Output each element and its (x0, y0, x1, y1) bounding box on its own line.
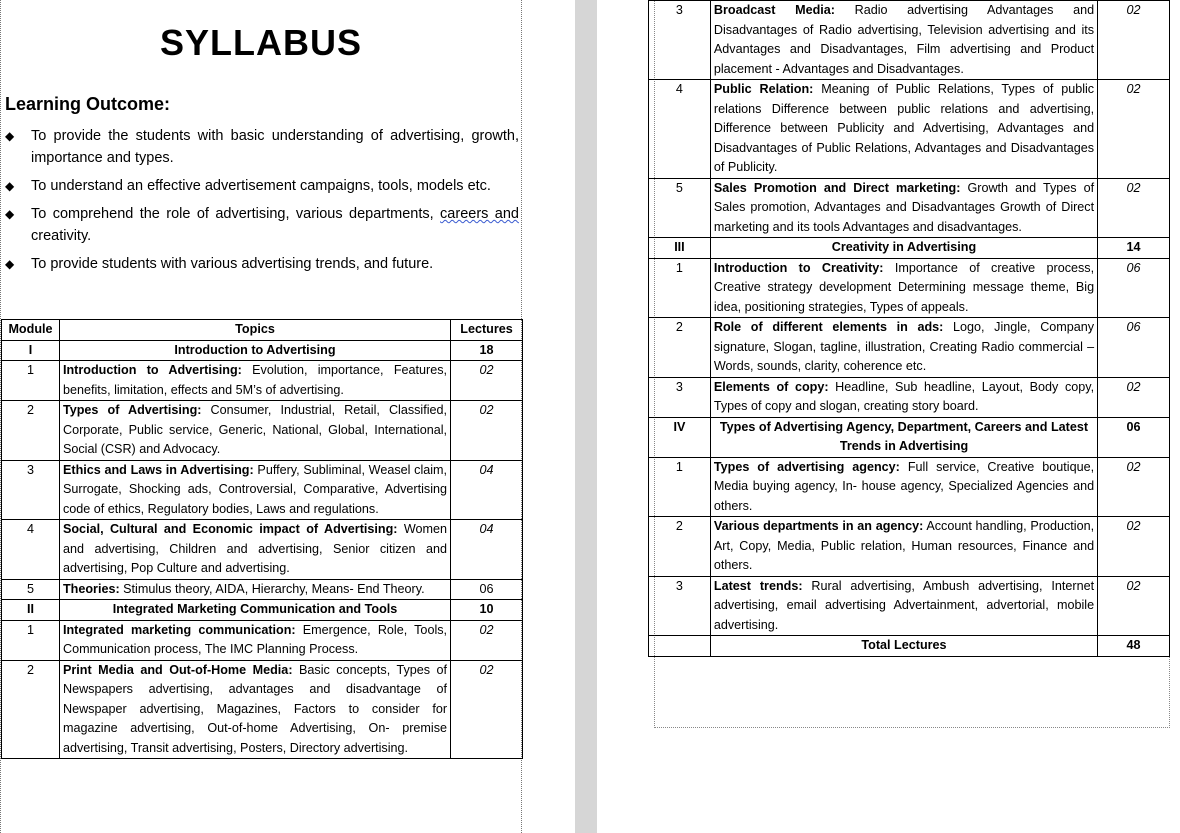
unit-row (2, 600, 523, 621)
topic-cell (710, 318, 1097, 378)
unit-lectures: 06 (1098, 417, 1170, 457)
topic-description: Evolution, importance, Features, benefits, limitation, effects and 5M’s of advertising. (62, 363, 448, 397)
table-row (2, 520, 523, 580)
lecture-count: 04 (451, 460, 523, 520)
topic-cell (710, 80, 1097, 179)
lecture-count: 02 (1098, 457, 1170, 517)
module-number: 3 (649, 576, 711, 636)
unit-number: II (2, 600, 60, 621)
module-number: 2 (2, 660, 60, 759)
diamond-bullet-icon: ◆ (5, 257, 15, 271)
module-number: 5 (649, 178, 711, 238)
lecture-count: 02 (451, 620, 523, 660)
module-number: 3 (2, 460, 60, 520)
lecture-count: 06 (1098, 318, 1170, 378)
lecture-count: 02 (451, 660, 523, 759)
lecture-count: 02 (1098, 517, 1170, 577)
syllabus-table-left (1, 319, 523, 759)
unit-title: Creativity in Advertising (710, 238, 1097, 259)
topic-heading: Latest trends: (713, 578, 803, 593)
lecture-count: 02 (1098, 377, 1170, 417)
total-lectures: 48 (1098, 636, 1170, 657)
lecture-count: 02 (451, 401, 523, 461)
page-separator (575, 0, 597, 833)
lecture-count: 02 (451, 361, 523, 401)
table-row (649, 178, 1170, 238)
header-topics: Topics (59, 320, 450, 341)
unit-number: III (649, 238, 711, 259)
table-row (649, 576, 1170, 636)
syllabus-table-right (648, 0, 1170, 657)
diamond-bullet-icon: ◆ (5, 179, 15, 193)
right-page (648, 0, 1170, 833)
topic-heading: Elements of copy: (713, 379, 829, 394)
learning-outcome-text-flagged: careers and (440, 206, 519, 222)
module-number: 3 (649, 1, 711, 80)
lecture-count: 02 (1098, 178, 1170, 238)
learning-outcome-text: To comprehend the role of advertising, various departments, (31, 206, 441, 222)
topic-cell (59, 579, 450, 600)
topic-cell (710, 377, 1097, 417)
topic-heading: Print Media and Out-of-Home Media: (62, 662, 293, 677)
module-number: 3 (649, 377, 711, 417)
header-module: Module (2, 320, 60, 341)
module-number: 2 (649, 318, 711, 378)
table-row (2, 660, 523, 759)
table-row (649, 318, 1170, 378)
module-number: 5 (2, 579, 60, 600)
left-page (0, 0, 522, 833)
topic-description: Meaning of Public Relations, Types of public relations Difference between public relations and advertising, Difference between Publicity and Advertising, Advantages and Disadvantages of Public Relations, Advantages and Disadvantages of Publicity. (713, 82, 1095, 174)
topic-cell (710, 576, 1097, 636)
diamond-bullet-icon: ◆ (5, 207, 15, 221)
table-row (649, 517, 1170, 577)
lecture-count: 06 (451, 579, 523, 600)
learning-outcome-text: To understand an effective advertisement campaigns, tools, models etc. (31, 178, 491, 194)
topic-description: Logo, Jingle, Company signature, Slogan, tagline, illustration, Creating Radio commercial –Words, sounds, clarity, coherence etc. (713, 320, 1095, 373)
learning-outcome-item (5, 203, 519, 247)
header-lectures: Lectures (451, 320, 523, 341)
total-empty-cell (649, 636, 711, 657)
table-row (2, 579, 523, 600)
module-number: 2 (2, 401, 60, 461)
topic-heading: Social, Cultural and Economic impact of Advertising: (62, 522, 398, 536)
topic-heading: Introduction to Creativity: (713, 260, 884, 275)
table-row (649, 457, 1170, 517)
table-row (2, 460, 523, 520)
topic-heading: Public Relation: (713, 82, 814, 96)
module-number: 4 (649, 80, 711, 179)
unit-row (649, 417, 1170, 457)
topic-description: Full service, Creative boutique, Media buying agency, In- house agency, Specialized Agencies and others. (713, 459, 1095, 513)
learning-outcome-item (5, 253, 519, 275)
topic-heading: Broadcast Media: (713, 3, 835, 17)
learning-outcome-text-tail: creativity. (31, 228, 92, 244)
topic-cell (59, 660, 450, 759)
total-row (649, 636, 1170, 657)
topic-cell (59, 401, 450, 461)
total-label: Total Lectures (710, 636, 1097, 657)
table-row (2, 620, 523, 660)
topic-heading: Integrated marketing communication: (62, 622, 296, 637)
topic-description: Stimulus theory, AIDA, Hierarchy, Means- End Theory. (119, 581, 425, 596)
topic-description: Emergence, Role, Tools, Communication process, The IMC Planning Process. (62, 622, 448, 656)
topic-heading: Role of different elements in ads: (713, 320, 944, 334)
topic-cell (59, 361, 450, 401)
topic-heading: Theories: (62, 581, 120, 596)
topic-cell (710, 457, 1097, 517)
page-gutter (524, 0, 646, 833)
topic-description: Puffery, Subliminal, Weasel claim, Surrogate, Shocking ads, Controversial, Comparative, Advertising code of ethics, Regulatory bodies, Laws and regulations. (62, 462, 448, 516)
lecture-count: 02 (1098, 1, 1170, 80)
lecture-count: 02 (1098, 576, 1170, 636)
topic-heading: Introduction to Advertising: (62, 363, 242, 377)
topic-description: Basic concepts, Types of Newspapers advertising, advantages and disadvantage of Newspaper advertising, Magazines, Factors to consider for magazine advertising, Out-of-home Advertising, On- premise advertising, Transit advertising, Posters, Directory advertising. (62, 662, 448, 755)
unit-number: IV (649, 417, 711, 457)
page-title: SYLLABUS (159, 22, 362, 63)
topic-heading: Types of advertising agency: (713, 459, 900, 474)
topic-cell (710, 517, 1097, 577)
lecture-count: 02 (1098, 80, 1170, 179)
topic-cell (710, 258, 1097, 318)
unit-lectures: 10 (451, 600, 523, 621)
topic-description: Rural advertising, Ambush advertising, Internet advertising, email advertising Advertainment, advertorial, mobile advertising. (713, 578, 1095, 632)
unit-title: Introduction to Advertising (59, 340, 450, 361)
table-row (649, 258, 1170, 318)
topic-cell (710, 178, 1097, 238)
table-row (649, 377, 1170, 417)
learning-outcome-heading: Learning Outcome: (5, 94, 171, 114)
module-number: 4 (2, 520, 60, 580)
unit-row (2, 340, 523, 361)
unit-title: Integrated Marketing Communication and Tools (59, 600, 450, 621)
topic-heading: Sales Promotion and Direct marketing: (713, 180, 961, 195)
table-row (649, 80, 1170, 179)
table-row (2, 361, 523, 401)
module-number: 1 (2, 620, 60, 660)
topic-heading: Various departments in an agency: (713, 519, 924, 533)
module-number: 2 (649, 517, 711, 577)
topic-description: Account handling, Production, Art, Copy, Media, Public relation, Human resources, Finance and others. (713, 519, 1095, 572)
learning-outcome-item (5, 125, 519, 169)
module-number: 1 (2, 361, 60, 401)
topic-cell (59, 520, 450, 580)
topic-heading: Ethics and Laws in Advertising: (62, 462, 254, 477)
topic-description: Headline, Sub headline, Layout, Body copy, Types of copy and slogan, creating story board. (713, 379, 1095, 413)
learning-outcome-list (5, 125, 519, 281)
topic-description: Radio advertising Advantages and Disadvantages of Radio advertising, Television advertising and its Advantages and Disadvantages, Film advertising and Product placement - Advantages and Disadvantages. (713, 3, 1095, 76)
topic-cell (59, 620, 450, 660)
unit-title: Types of Advertising Agency, Department, Careers and Latest Trends in Advertising (710, 417, 1097, 457)
topic-heading: Types of Advertising: (62, 403, 202, 417)
topic-description: Consumer, Industrial, Retail, Classified, Corporate, Public service, Generic, National, Global, International, Social (CSR) and Advocacy. (62, 403, 448, 456)
table-header-row (2, 320, 523, 341)
topic-description: Importance of creative process, Creative strategy development Determining message theme, Big idea, positioning strategies, Types of appeals. (713, 260, 1095, 314)
lecture-count: 04 (451, 520, 523, 580)
table-row (2, 401, 523, 461)
unit-number: I (2, 340, 60, 361)
learning-outcome-text: To provide students with various advertising trends, and future. (31, 256, 434, 272)
topic-description: Growth and Types of Sales promotion, Advantages and Disadvantages Growth of Direct marketing and its tools Advantages and disadvantages. (713, 180, 1095, 234)
module-number: 1 (649, 258, 711, 318)
learning-outcome-text: To provide the students with basic understanding of advertising, growth, importance and types. (31, 128, 519, 166)
topic-cell (710, 1, 1097, 80)
table-row (649, 1, 1170, 80)
learning-outcome-item (5, 175, 519, 197)
unit-lectures: 14 (1098, 238, 1170, 259)
unit-lectures: 18 (451, 340, 523, 361)
topic-cell (59, 460, 450, 520)
topic-description: Women and advertising, Children and advertising, Senior citizen and advertising, Pop Culture and advertising. (62, 522, 448, 575)
diamond-bullet-icon: ◆ (5, 129, 15, 143)
module-number: 1 (649, 457, 711, 517)
unit-row (649, 238, 1170, 259)
lecture-count: 06 (1098, 258, 1170, 318)
